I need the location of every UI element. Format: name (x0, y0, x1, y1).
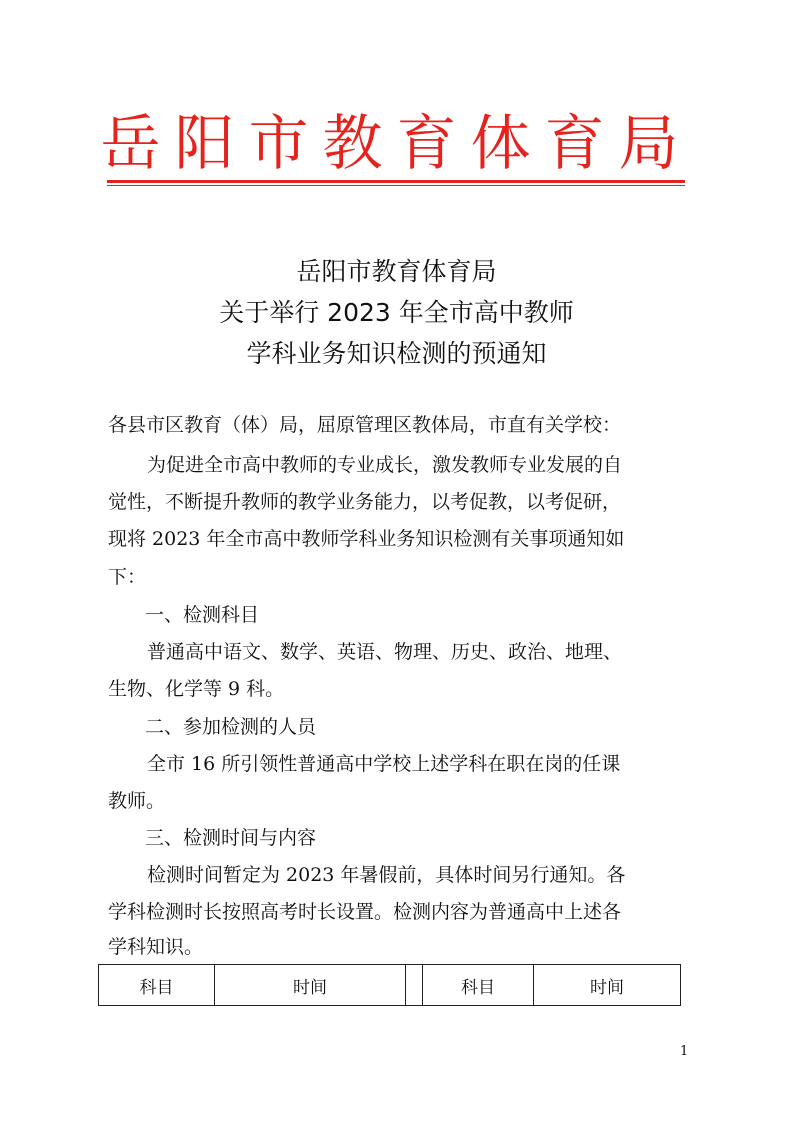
letterhead: 岳阳市教育体育局 (100, 109, 693, 179)
document-title-line-1: 岳阳市教育体育局 (296, 257, 497, 286)
intro-line-3: 现将 2023 年全市高中教师学科业务知识检测有关事项通知如 (108, 528, 625, 550)
document-title-line-3: 学科业务知识检测的预通知 (246, 339, 547, 368)
header-subject-2: 科目 (423, 965, 534, 1006)
section-3-line-1: 检测时间暂定为 2023 年暑假前，具体时间另行通知。各 (147, 864, 626, 886)
letterhead-rule-thin (107, 185, 685, 186)
addressee: 各县市区教育（体）局，屈原管理区教体局，市直有关学校： (108, 414, 622, 436)
section-2-line-1: 全市 16 所引领性普通高中学校上述学科在职在岗的任课 (147, 753, 621, 775)
section-3-line-3: 学科知识。 (108, 936, 204, 958)
header-time-2: 时间 (534, 965, 681, 1006)
header-subject-1: 科目 (99, 965, 215, 1006)
header-spacer (406, 965, 423, 1006)
intro-line-1: 为促进全市高中教师的专业成长，激发教师专业发展的自 (147, 454, 623, 476)
intro-line-2: 觉性，不断提升教师的教学业务能力，以考促教，以考促研， (108, 491, 622, 513)
page-number: 1 (680, 1044, 689, 1059)
section-1-heading: 一、检测科目 (145, 604, 260, 626)
intro-line-4: 下： (108, 566, 147, 588)
section-3-heading: 三、检测时间与内容 (145, 827, 317, 849)
letterhead-rule-thick (107, 180, 685, 183)
section-3-line-2: 学科检测时长按照高考时长设置。检测内容为普通高中上述各 (108, 901, 622, 923)
section-1-line-1: 普通高中语文、数学、英语、物理、历史、政治、地理、 (147, 641, 623, 663)
section-2-heading: 二、参加检测的人员 (145, 716, 317, 738)
section-2-line-2: 教师。 (108, 790, 166, 812)
document-title-line-2: 关于举行 2023 年全市高中教师 (219, 298, 574, 327)
section-1-line-2: 生物、化学等 9 科。 (108, 678, 285, 700)
schedule-table (98, 964, 681, 1006)
header-time-1: 时间 (215, 965, 406, 1006)
table-header-row (99, 965, 681, 1006)
